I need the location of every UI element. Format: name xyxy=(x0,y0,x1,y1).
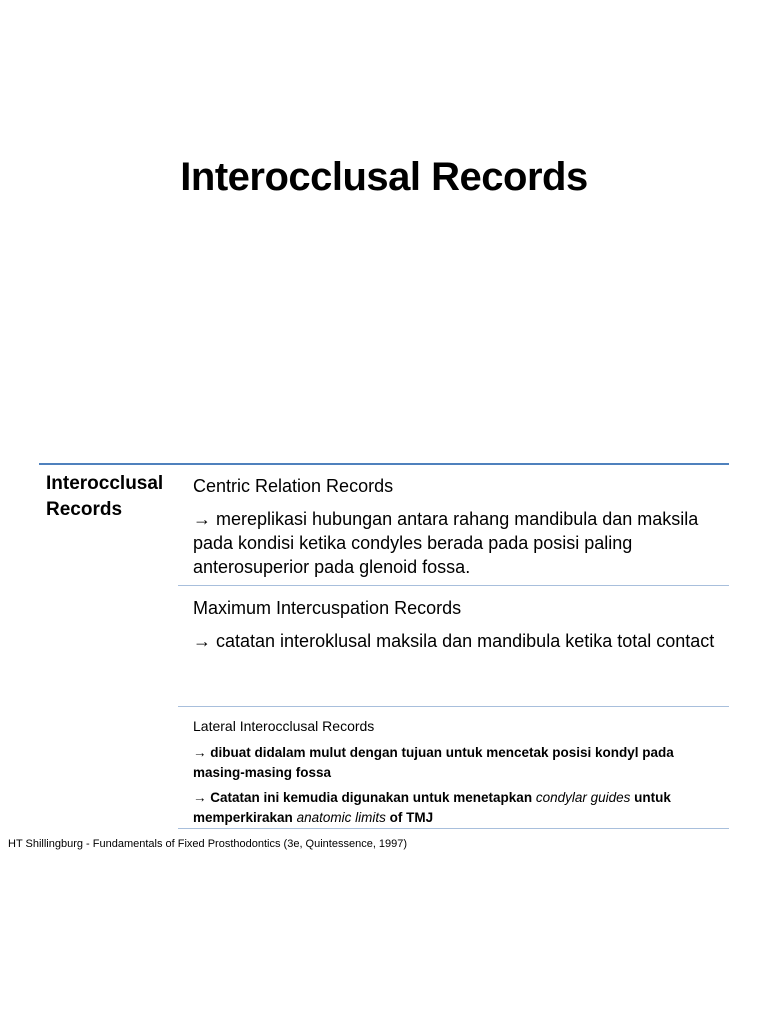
cell-heading: Lateral Interocclusal Records xyxy=(193,718,375,734)
cell-body-1: → dibuat didalam mulut dengan tujuan untuk mencetak posisi kondyl pada masing-masing fossa xyxy=(193,745,674,780)
condylar-guides-term: condylar guides xyxy=(535,790,631,805)
row-header-line-2: Records xyxy=(46,499,123,520)
table-top-rule xyxy=(39,463,729,465)
cell-body-2-text-2: untuk memperkirakan xyxy=(193,790,671,825)
cell-body: → mereplikasi hubungan antara rahang mandibula dan maksila pada kondisi ketika condyles berada pada posisi paling anterosuperior pada glenoid fossa. xyxy=(193,509,699,577)
cell-body-2-text-1: → Catatan ini kemudia digunakan untuk menetapkan xyxy=(193,790,536,805)
cell-body: → catatan interoklusal maksila dan mandibula ketika total contact xyxy=(193,631,715,651)
cell-body-2 xyxy=(193,788,723,828)
cell-heading: Centric Relation Records xyxy=(193,476,394,496)
cell-centric-relation xyxy=(193,474,723,579)
cell-lateral-interocclusal xyxy=(193,717,723,828)
row-divider-2 xyxy=(178,706,729,707)
row-header-line-1: Interocclusal xyxy=(46,473,164,494)
anatomic-limits-term: anatomic limits xyxy=(296,810,386,825)
cell-body-2-text-3: of TMJ xyxy=(385,810,434,825)
footer-reference: HT Shillingburg - Fundamentals of Fixed Prosthodontics (3e, Quintessence, 1997) xyxy=(8,838,408,850)
page-title: Interocclusal Records xyxy=(180,155,588,199)
cell-maximum-intercuspation xyxy=(193,596,723,653)
row-divider-1 xyxy=(178,585,729,586)
row-divider-3 xyxy=(178,828,729,829)
cell-heading: Maximum Intercuspation Records xyxy=(193,598,462,618)
row-header xyxy=(46,471,176,523)
